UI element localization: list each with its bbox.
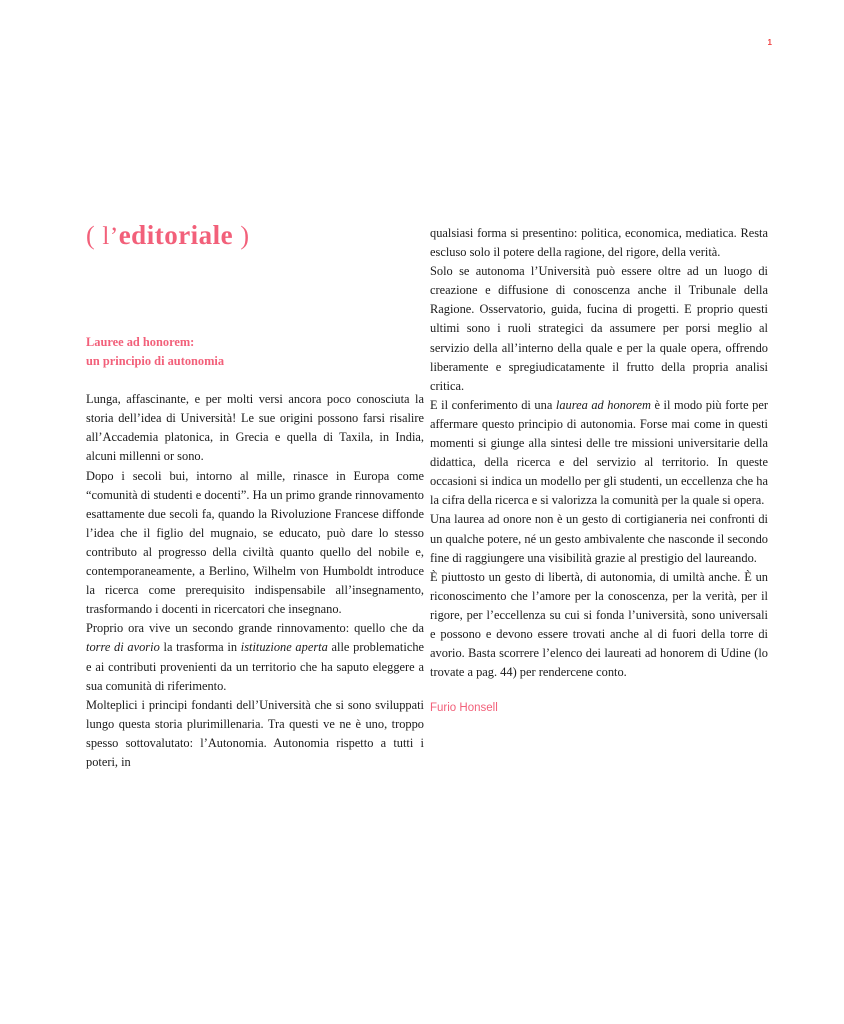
left-column bbox=[86, 333, 424, 772]
title-word: editoriale bbox=[118, 220, 234, 250]
paragraph: Proprio ora vive un secondo grande rinnovamento: quello che da torre di avorio la trasforma in istituzione aperta alle problematiche e ai contributi provenienti da un territorio che ha saputo eleggere a sua comunità di riferimento. bbox=[86, 621, 425, 693]
title-open-paren: ( bbox=[86, 221, 96, 250]
paragraph: Molteplici i principi fondanti dell’Università che si sono sviluppati lungo questa storia plurimillenaria. Tra questi ve ne è uno, troppo spesso sottovalutato: l’Autonomia. Autonomia rispetto a tutti i poteri, in bbox=[86, 697, 424, 769]
article-subtitle-line1: Lauree ad honorem: bbox=[86, 335, 195, 349]
title-article: l’ bbox=[102, 223, 119, 250]
paragraph: Dopo i secoli bui, intorno al mille, rinasce in Europa come “comunità di studenti e docenti”. Ha un primo grande rinnovamento esattamente due secoli fa, quando la Rivoluzione Francese diffonde l’idea che il figlio del mugnaio, se educato, può dare lo stesso contributo al progresso della civiltà quanto quello del nobile e, contemporaneamente, a Berlino, Wilhelm von Humboldt introduce la ricerca come prerequisito indispensabile all’insegnamento, trasformando i docenti in ricercatori che insegnano. bbox=[86, 468, 424, 617]
page-title bbox=[86, 220, 250, 251]
paragraph: E il conferimento di una laurea ad honorem è il modo più forte per affermare questo principio di autonomia. Forse mai come in questi momenti si giunge alla sintesi delle tre missioni universitarie della didattica, della ricerca e del servizio al territorio. In queste occasioni si indica un modello per gli studenti, un eccellenza che ha la cifra della ricerca e si valorizza la comunità per la quale si opera. bbox=[430, 397, 768, 508]
paragraph: Una laurea ad onore non è un gesto di cortigianeria nei confronti di un qualche potere, né un gesto ambivalente che nasconde il secondo fine di raggiungere una visibilità grazie al prestigio del laureando. bbox=[430, 512, 768, 565]
article-subtitle bbox=[86, 333, 424, 371]
title-close-paren: ) bbox=[240, 221, 250, 250]
author-signature: Furio Honsell bbox=[430, 702, 498, 715]
paragraph: È piuttosto un gesto di libertà, di autonomia, di umiltà anche. È un riconoscimento che l’amore per la conoscenza, per la verità, per il rigore, per l’eccellenza su cui si fonda l’università, sono universali e possono e devono essere trovati anche al di fuori della torre di avorio. Basta scorrere l’elenco dei laureati ad honorem di Udine (lo trovate a pag. 44) per rendercene conto. bbox=[430, 569, 768, 680]
page-number: 1 bbox=[767, 38, 772, 47]
paragraph: qualsiasi forma si presentino: politica, economica, mediatica. Resta escluso solo il potere della ragione, del rigore, della verità. bbox=[430, 226, 768, 260]
paragraph: Solo se autonoma l’Università può essere oltre ad un luogo di creazione e diffusione di conoscenza anche il Tribunale della Ragione. Osservatorio, guida, fucina di progetti. E proprio questi ultimi sono i ruoli strategici da assumere per porsi meglio al servizio della all’interno della quale e per la quale opera, offrendo liberamente e spregiudicatamente il frutto della propria analisi critica. bbox=[430, 264, 768, 393]
paragraph: Lunga, affascinante, e per molti versi ancora poco conosciuta la storia dell’idea di Università! Le sue origini possono farsi risalire all’Accademia platonica, in Grecia e quella di Taxila, in India, alcuni millenni or sono. bbox=[86, 392, 424, 464]
right-column bbox=[430, 224, 768, 718]
article-subtitle-line2: un principio di autonomia bbox=[86, 354, 225, 369]
